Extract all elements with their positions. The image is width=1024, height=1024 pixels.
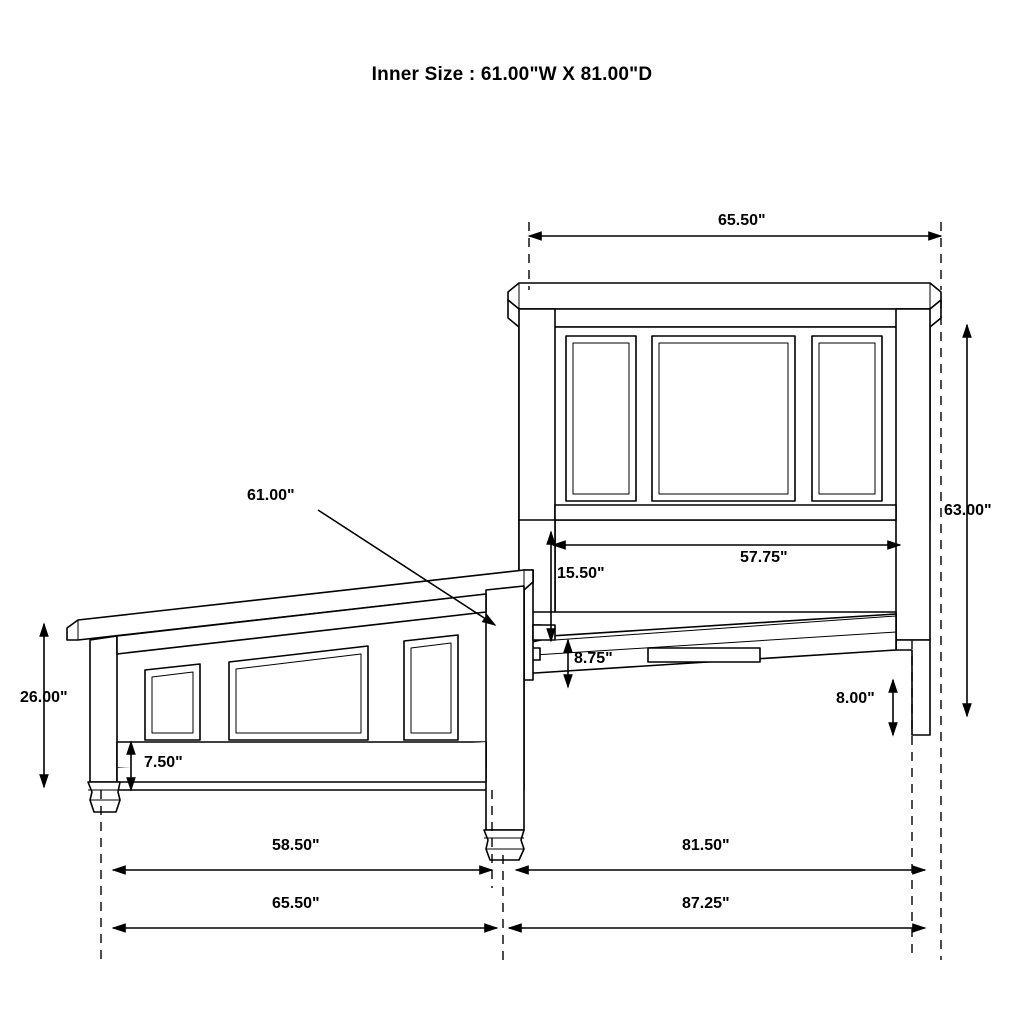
dim-label-inner-length-foot: 58.50" [272,837,320,854]
dim-label-inner-length-head: 81.50" [682,837,730,854]
dim-label-overall-width-foot: 65.50" [272,895,320,912]
dim-label-inner-width: 61.00" [247,487,295,504]
bed-illustration [67,283,941,860]
dim-label-clearance-head: 8.00" [836,690,875,707]
dim-label-headboard-panel-bottom: 15.50" [557,565,605,582]
dim-label-headboard-width: 65.50" [718,212,766,229]
dim-label-rail-inner-width: 57.75" [740,549,788,566]
dim-label-headboard-height: 63.00" [944,502,992,519]
page-title: Inner Size : 61.00"W X 81.00"D [371,64,653,85]
dim-label-overall-length: 87.25" [682,895,730,912]
dim-label-leg-height-foot: 7.50" [144,754,183,771]
dim-label-rail-height: 8.75" [574,650,613,667]
dim-label-footboard-height: 26.00" [20,689,68,706]
